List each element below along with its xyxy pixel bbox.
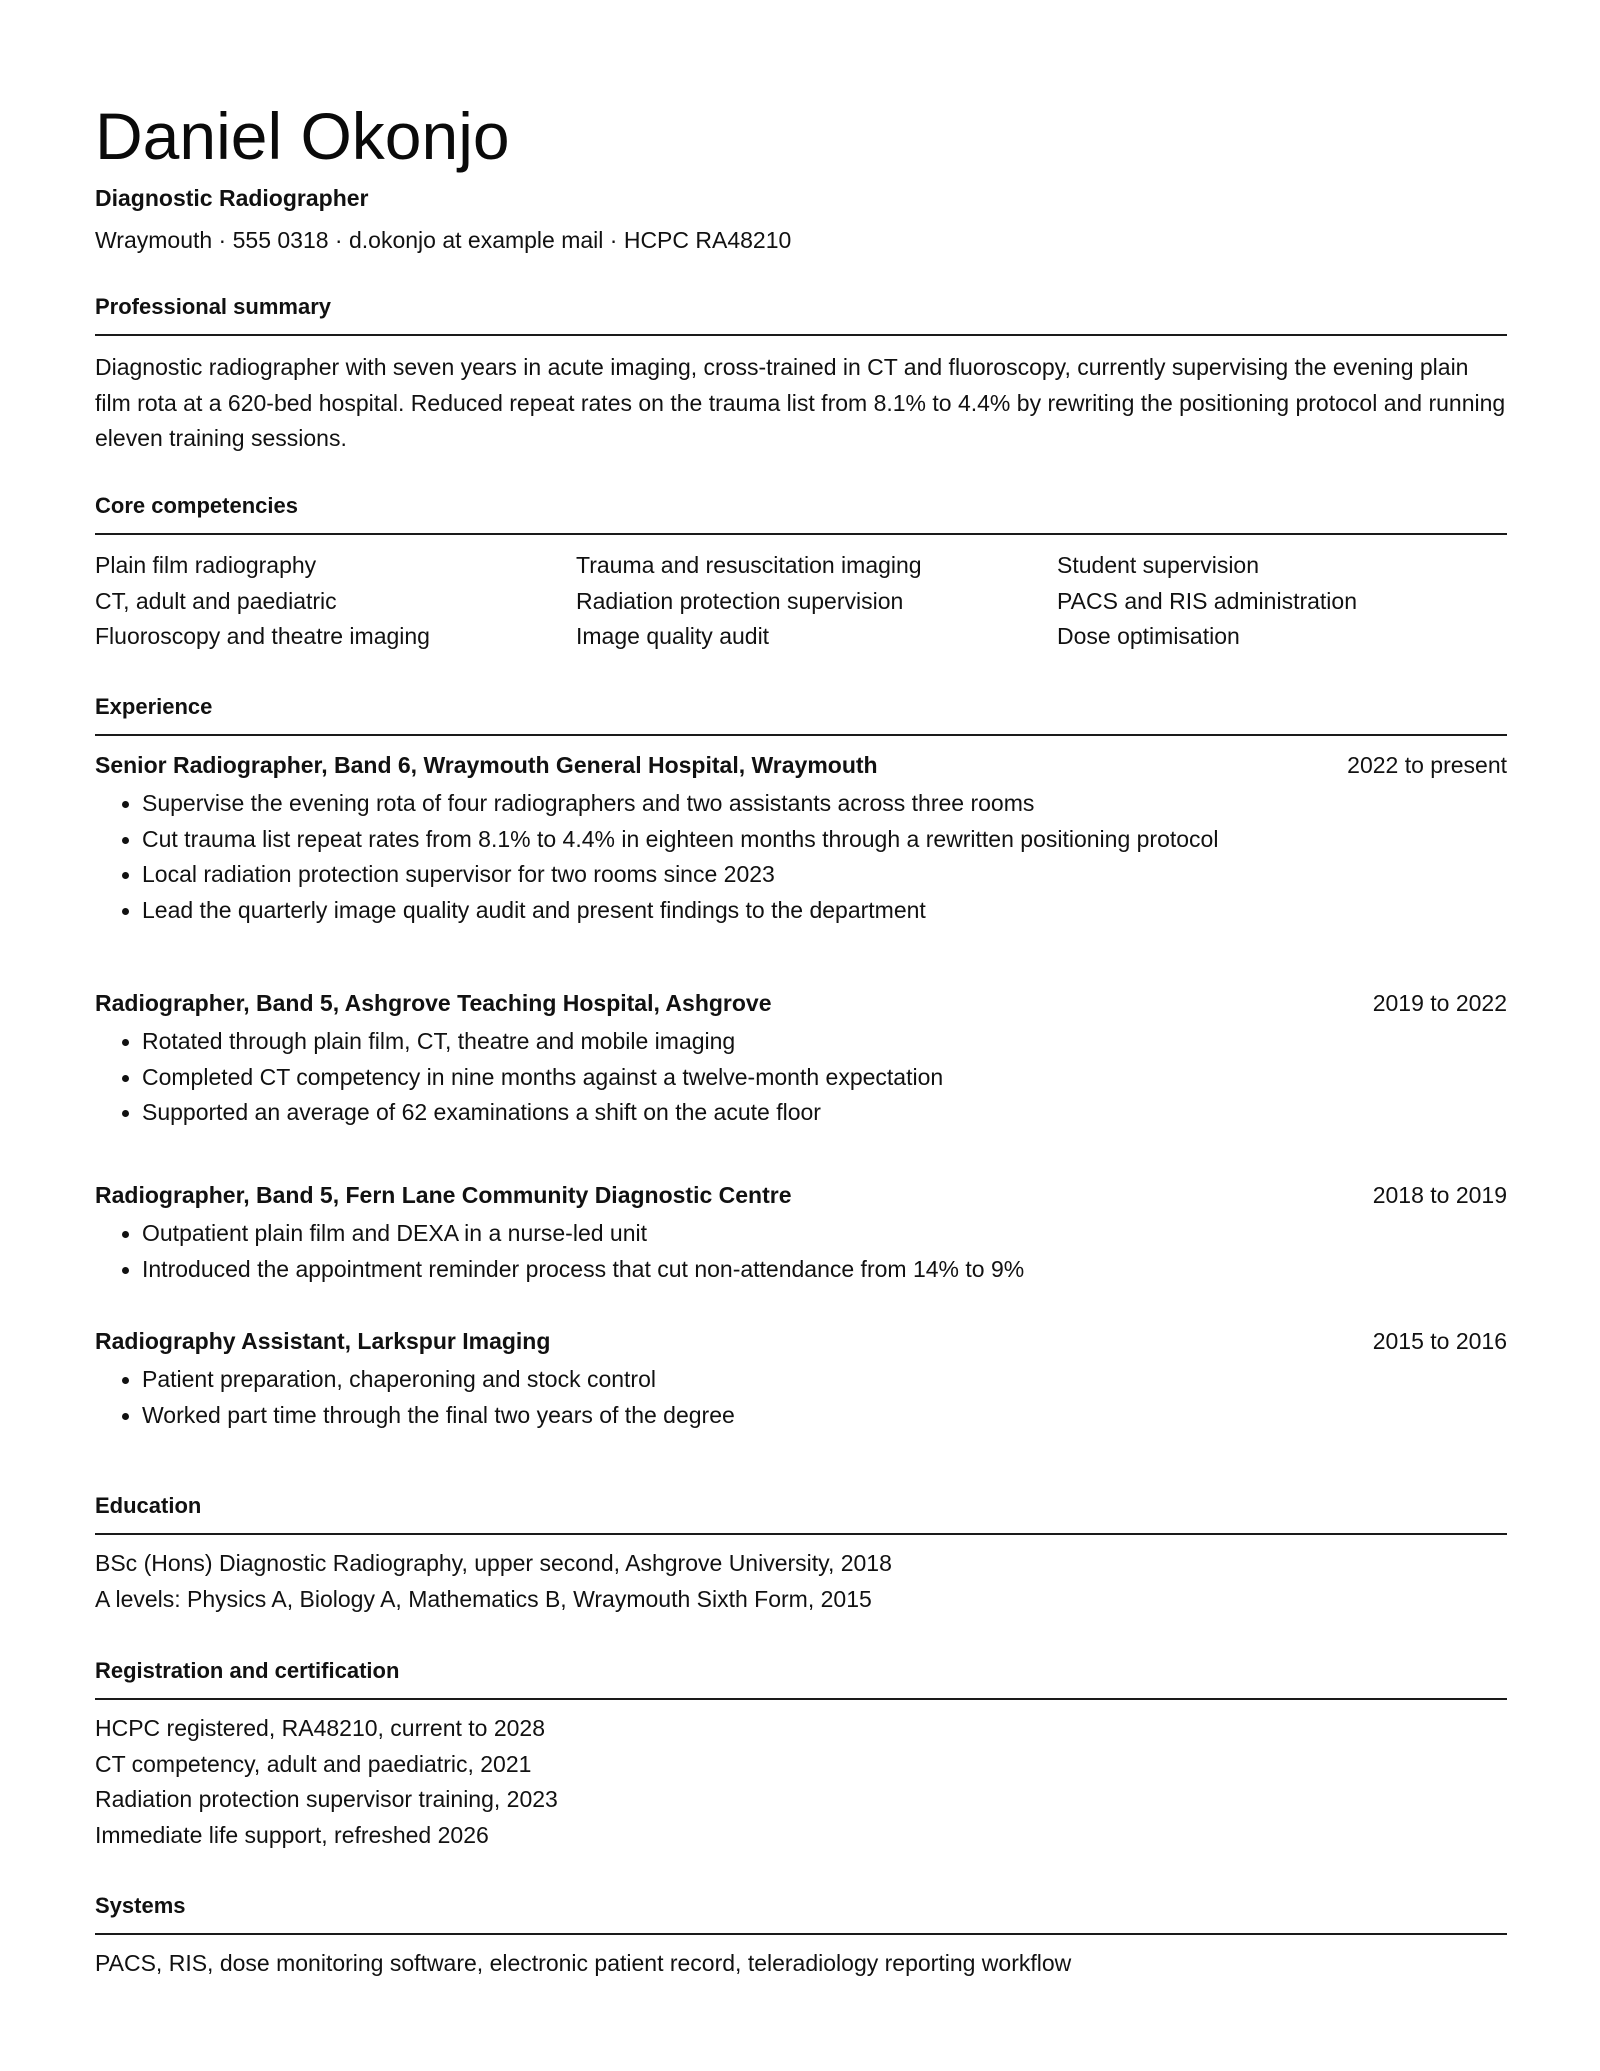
systems-divider xyxy=(95,1933,1507,1935)
job-dates: 2015 to 2016 xyxy=(1372,1328,1507,1354)
job-bullet: Outpatient plain film and DEXA in a nurse-led unit xyxy=(95,1216,1507,1252)
competency-item: CT, adult and paediatric xyxy=(95,587,337,614)
summary-text: Diagnostic radiographer with seven years in acute imaging, cross-trained in CT and fluoroscopy, currently supervising the evening plain film rota at a 620-bed hospital. Reduced repeat rates on the trauma list from 8.1% to 4.4% by rewriting the positioning protocol and running eleven training sessions. xyxy=(95,354,1506,451)
competency-item: PACS and RIS administration xyxy=(1057,587,1357,614)
job-bullet: Local radiation protection supervisor for two rooms since 2023 xyxy=(95,857,1507,893)
job-bullet: Rotated through plain film, CT, theatre and mobile imaging xyxy=(95,1024,1507,1060)
job-bullets xyxy=(95,786,1507,928)
contact-line: Wraymouth · 555 0318 · d.okonjo at example mail · HCPC RA48210 xyxy=(95,227,792,253)
registration-heading: Registration and certification xyxy=(95,1658,400,1683)
job-role: Radiography Assistant, Larkspur Imaging xyxy=(95,1328,551,1354)
summary-divider xyxy=(95,334,1507,336)
competency-item: Student supervision xyxy=(1057,552,1260,578)
job-bullet: Supported an average of 62 examinations a shift on the acute floor xyxy=(95,1095,1507,1131)
job-bullet: Worked part time through the final two years of the degree xyxy=(95,1398,1507,1434)
experience-heading: Experience xyxy=(95,694,213,719)
competencies-divider xyxy=(95,533,1507,535)
job-bullet: Supervise the evening rota of four radiographers and two assistants across three rooms xyxy=(95,786,1507,822)
competencies-column-2 xyxy=(576,548,922,655)
systems-text: PACS, RIS, dose monitoring software, electronic patient record, teleradiology reporting workflow xyxy=(95,1950,1072,1976)
job-role: Radiographer, Band 5, Fern Lane Community Diagnostic Centre xyxy=(95,1182,792,1208)
job-header xyxy=(95,1180,1507,1210)
job-bullets xyxy=(95,1362,1507,1433)
competencies-column-3 xyxy=(1057,548,1357,655)
candidate-title: Diagnostic Radiographer xyxy=(95,185,369,211)
competency-item: Radiation protection supervision xyxy=(576,587,904,614)
competency-item: Trauma and resuscitation imaging xyxy=(576,552,922,578)
registration-item: Immediate life support, refreshed 2026 xyxy=(95,1821,489,1848)
summary-heading: Professional summary xyxy=(95,294,331,319)
job-header xyxy=(95,988,1507,1018)
job-bullets xyxy=(95,1024,1507,1131)
competency-item: Plain film radiography xyxy=(95,552,317,578)
job-bullets xyxy=(95,1216,1507,1287)
competency-item: Image quality audit xyxy=(576,623,770,649)
job-header xyxy=(95,1326,1507,1356)
education-heading: Education xyxy=(95,1493,202,1518)
job-dates: 2018 to 2019 xyxy=(1372,1182,1507,1208)
job-bullet: Lead the quarterly image quality audit and present findings to the department xyxy=(95,893,1507,929)
job-bullet: Cut trauma list repeat rates from 8.1% to 4.4% in eighteen months through a rewritten positioning protocol xyxy=(95,822,1507,858)
job-dates: 2022 to present xyxy=(1347,752,1507,778)
competency-item: Fluoroscopy and theatre imaging xyxy=(95,623,430,649)
job-header xyxy=(95,750,1507,780)
registration-item: Radiation protection supervisor training, 2023 xyxy=(95,1786,558,1812)
job-bullet: Completed CT competency in nine months against a twelve-month expectation xyxy=(95,1060,1507,1096)
education-list xyxy=(95,1546,892,1617)
experience-divider xyxy=(95,734,1507,736)
job-dates: 2019 to 2022 xyxy=(1372,990,1507,1016)
education-item: BSc (Hons) Diagnostic Radiography, upper second, Ashgrove University, 2018 xyxy=(95,1550,892,1576)
education-item: A levels: Physics A, Biology A, Mathematics B, Wraymouth Sixth Form, 2015 xyxy=(95,1585,872,1612)
job-bullet: Patient preparation, chaperoning and stock control xyxy=(95,1362,1507,1398)
registration-item: CT competency, adult and paediatric, 2021 xyxy=(95,1750,532,1777)
registration-item: HCPC registered, RA48210, current to 2028 xyxy=(95,1715,546,1741)
competencies-column-1 xyxy=(95,548,430,655)
candidate-name: Daniel Okonjo xyxy=(95,99,510,173)
competencies-heading: Core competencies xyxy=(95,493,298,518)
systems-heading: Systems xyxy=(95,1893,186,1918)
education-divider xyxy=(95,1533,1507,1535)
job-bullet: Introduced the appointment reminder process that cut non-attendance from 14% to 9% xyxy=(95,1252,1507,1288)
job-role: Senior Radiographer, Band 6, Wraymouth General Hospital, Wraymouth xyxy=(95,752,878,778)
registration-divider xyxy=(95,1698,1507,1700)
registration-list xyxy=(95,1711,558,1853)
job-role: Radiographer, Band 5, Ashgrove Teaching Hospital, Ashgrove xyxy=(95,990,772,1016)
competency-item: Dose optimisation xyxy=(1057,623,1240,649)
